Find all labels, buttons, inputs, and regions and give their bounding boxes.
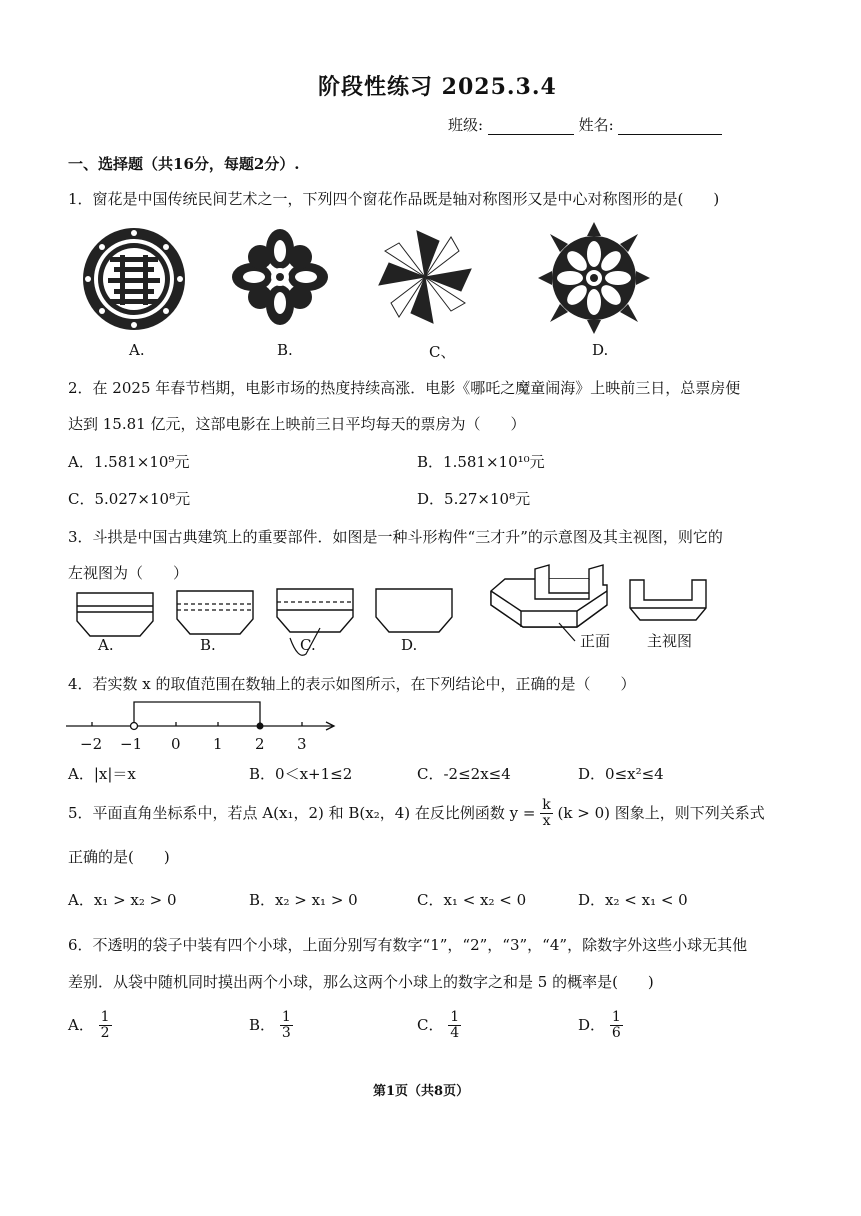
q2-stem-line2: 达到 15.81 亿元，这部电影在上映前三日平均每天的票房为（ ） xyxy=(68,415,526,433)
q5-option-c: C．x₁ < x₂ < 0 xyxy=(417,891,527,909)
name-blank[interactable] xyxy=(618,119,722,135)
q1-option-d-label: D. xyxy=(592,341,609,359)
fraction-denominator: x xyxy=(542,813,551,830)
q6-option-b xyxy=(249,1010,293,1042)
fraction-numerator: 1 xyxy=(100,1009,110,1025)
tick-label: 0 xyxy=(171,735,181,753)
q3-option-b-figure xyxy=(176,590,254,636)
option-label: A． xyxy=(68,1015,94,1034)
q1-stem: 1．窗花是中国传统民间艺术之一，下列四个窗花作品既是轴对称图形又是中心对称图形的是( ) xyxy=(68,190,720,208)
q6-option-d xyxy=(578,1010,623,1042)
class-blank[interactable] xyxy=(488,119,574,135)
q4-option-c: C．-2≤2x≤4 xyxy=(417,765,511,783)
tick-label: −2 xyxy=(80,735,103,753)
page-title: 阶段性练习 2025.3.4 xyxy=(318,74,557,100)
q5-option-d: D．x₂ < x₁ < 0 xyxy=(578,891,688,909)
q6-stem-line2: 差别．从袋中随机同时摸出两个小球，那么这两个小球上的数字之和是 5 的概率是( ) xyxy=(68,973,654,991)
q4-stem: 4．若实数 x 的取值范围在数轴上的表示如图所示，在下列结论中，正确的是（ ） xyxy=(68,675,636,693)
fraction-denominator: 2 xyxy=(100,1025,110,1042)
class-field xyxy=(448,114,722,135)
q1-option-c-label: C、 xyxy=(429,343,456,361)
main-view-figure xyxy=(628,578,708,622)
q4-option-a: A．|x|＝x xyxy=(68,765,136,783)
tick-label: 2 xyxy=(255,735,265,753)
q5-option-a: A．x₁ > x₂ > 0 xyxy=(68,891,177,909)
tick-label: −1 xyxy=(120,735,143,753)
q1-option-a-label: A. xyxy=(129,341,145,359)
q3-stem-line1: 3．斗拱是中国古典建筑上的重要部件．如图是一种斗形构件“三才升”的示意图及其主视图，则它的 xyxy=(68,528,723,546)
q2-option-c: C．5.027×10⁸元 xyxy=(68,490,191,508)
q2-option-a: A．1.581×10⁹元 xyxy=(68,453,190,471)
paper-cut-leaf-star-icon xyxy=(538,222,650,334)
q3-stem-line2: 左视图为（ ） xyxy=(68,564,189,582)
fraction-numerator: 1 xyxy=(611,1009,621,1025)
q5-stem-line2: 正确的是( ) xyxy=(68,848,170,866)
fraction-numerator: 1 xyxy=(450,1009,460,1025)
fraction-denominator: 6 xyxy=(611,1025,621,1042)
class-label: 班级: xyxy=(448,116,484,134)
fraction-denominator: 3 xyxy=(281,1025,291,1042)
q3-option-a-figure xyxy=(76,592,154,638)
q2-option-b: B．1.581×10¹⁰元 xyxy=(417,453,545,471)
paper-cut-flower-icon xyxy=(230,227,330,327)
front-label: 正面 xyxy=(580,632,611,650)
q3-option-c-label: C. xyxy=(300,636,316,654)
q5-stem-part2: (k > 0) 图象上，则下列关系式 xyxy=(557,803,765,822)
tick-label: 3 xyxy=(297,735,307,753)
q3-option-a-label: A. xyxy=(98,636,114,654)
q2-option-d: D．5.27×10⁸元 xyxy=(417,490,531,508)
q5-stem-line1 xyxy=(68,798,765,830)
number-line xyxy=(66,696,342,736)
option-label: C． xyxy=(417,1015,444,1034)
main-view-label: 主视图 xyxy=(647,632,693,650)
paper-cut-pinwheel-icon xyxy=(375,227,475,327)
q3-option-b-label: B. xyxy=(200,636,216,654)
q6-option-a xyxy=(68,1010,112,1042)
page-number: 第1页（共8页） xyxy=(373,1084,470,1099)
q6-stem-line1: 6．不透明的袋子中装有四个小球，上面分别写有数字“1”，“2”，“3”，“4”，除数字外这些小球无其他 xyxy=(68,936,748,954)
q5-stem-part1: 5．平面直角坐标系中，若点 A(x₁，2) 和 B(x₂，4) 在反比例函数 y = xyxy=(68,803,536,822)
q4-option-b: B．0＜x+1≤2 xyxy=(249,765,353,783)
section-title: 一、选择题（共16分，每题2分）. xyxy=(68,155,300,173)
q2-stem-line1: 2．在 2025 年春节档期，电影市场的热度持续高涨．电影《哪吒之魔童闹海》上映前三日，总票房便 xyxy=(68,379,741,397)
paper-cut-double-happiness-icon xyxy=(80,225,188,333)
option-label: B． xyxy=(249,1015,276,1034)
q4-option-d: D．0≤x²≤4 xyxy=(578,765,664,783)
option-label: D． xyxy=(578,1015,606,1034)
name-label: 姓名: xyxy=(578,116,614,134)
q3-option-d-figure xyxy=(375,588,453,634)
q6-option-c xyxy=(417,1010,461,1042)
fraction-numerator: k xyxy=(542,797,551,813)
q3-option-d-label: D. xyxy=(401,636,418,654)
fraction-numerator: 1 xyxy=(281,1009,291,1025)
q1-option-b-label: B. xyxy=(277,341,293,359)
q5-fraction xyxy=(540,798,552,830)
fraction-denominator: 4 xyxy=(450,1025,460,1042)
q5-option-b: B．x₂ > x₁ > 0 xyxy=(249,891,358,909)
tick-label: 1 xyxy=(213,735,223,753)
